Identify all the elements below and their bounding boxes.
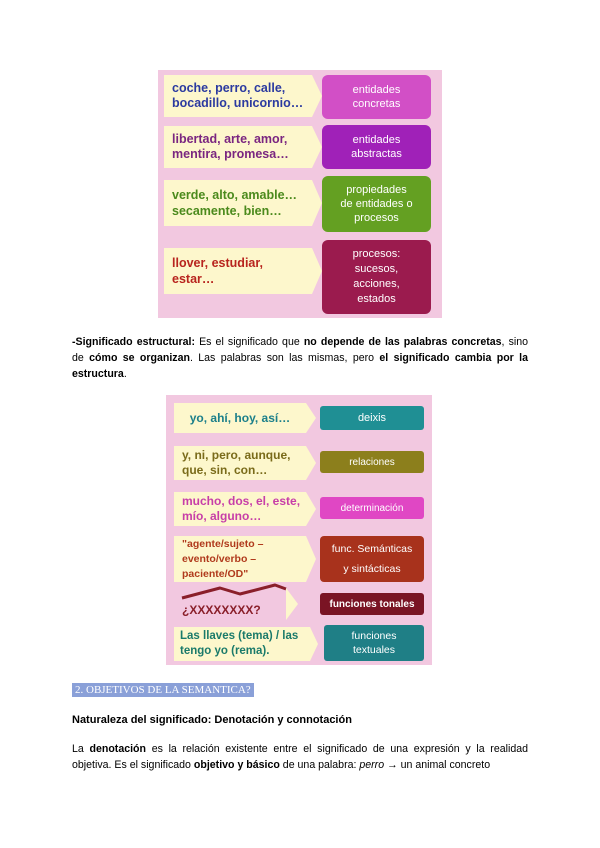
figure2-label-5: Las llaves (tema) / las tengo yo (rema).	[174, 627, 310, 661]
figure1-box-2: propiedades de entidades o procesos	[322, 176, 431, 232]
figure1-label-1: libertad, arte, amor, mentira, promesa…	[164, 126, 312, 168]
figure2-label-0: yo, ahí, hoy, así…	[174, 403, 306, 433]
figure1-box-1: entidades abstractas	[322, 125, 431, 169]
figure2-label-1: y, ni, pero, aunque, que, sin, con…	[174, 446, 306, 480]
figure2-arrow-5	[310, 627, 318, 661]
p2-italic: perro	[359, 759, 385, 771]
figure-semantic-categories	[158, 70, 442, 318]
figure2-box-0: deixis	[320, 406, 424, 430]
p1-term: -Significado estructural:	[72, 336, 195, 348]
figure1-label-0: coche, perro, calle, bocadillo, unicornio…	[164, 75, 312, 117]
figure2-label-4: ¿XXXXXXXX?	[182, 603, 261, 617]
figure2-arrow-1	[306, 446, 316, 480]
paragraph-significado-estructural	[72, 334, 528, 382]
p1-text-d: .	[123, 368, 127, 380]
p2-text-c: de una palabra:	[279, 759, 360, 771]
figure2-box-4: funciones tonales	[320, 593, 424, 615]
p2-text-a: La	[72, 743, 90, 755]
intonation-wave-icon	[180, 583, 290, 601]
paragraph-denotacion	[72, 741, 528, 773]
p1-text-c: . Las palabras son las mismas, pero	[189, 352, 380, 364]
p1-text-b: , sino de	[72, 336, 529, 364]
figure2-box-5: funciones textuales	[324, 625, 424, 661]
figure2-label-3: "agente/sujeto – evento/verbo – paciente/OD"	[174, 536, 306, 582]
figure-structural-meaning	[166, 395, 432, 665]
figure1-label-2: verde, alto, amable… secamente, bien…	[164, 180, 312, 226]
p2-text-d: → un animal concreto	[384, 759, 491, 771]
figure2-arrow-0	[306, 403, 316, 433]
p1-bold-b: cómo se organizan	[89, 352, 190, 364]
p2-text-b: es la relación existente entre el significado de una expresión y la realidad objetiva. Es el significado	[72, 743, 528, 771]
section-heading: 2. OBJETIVOS DE LA SEMANTICA?	[72, 683, 254, 697]
figure1-box-3: procesos: sucesos, acciones, estados	[322, 240, 431, 314]
figure1-label-3: llover, estudiar, estar…	[164, 248, 312, 294]
figure2-label-2: mucho, dos, el, este, mío, alguno…	[174, 492, 306, 526]
p2-bold-b: objetivo y básico	[193, 759, 280, 771]
figure1-arrow-3	[312, 248, 322, 294]
figure1-arrow-2	[312, 180, 322, 226]
figure2-arrow-2	[306, 492, 316, 526]
figure1-arrow-0	[312, 75, 322, 117]
p1-text-a: Es el significado que	[195, 336, 304, 348]
figure2-box-2: determinación	[320, 497, 424, 519]
figure2-arrow-3	[306, 536, 316, 582]
p2-bold-a: denotación	[89, 743, 146, 755]
subheading: Naturaleza del significado: Denotación y connotación	[72, 714, 352, 726]
figure2-box-3: func. Semánticas y sintácticas	[320, 536, 424, 582]
p1-bold-a: no depende de las palabras concretas	[303, 336, 502, 348]
figure1-arrow-1	[312, 126, 322, 168]
p1-bold-c: el significado cambia por la estructura	[72, 352, 528, 380]
figure1-box-0: entidades concretas	[322, 75, 431, 119]
figure2-arrow-4	[286, 588, 298, 620]
figure2-box-1: relaciones	[320, 451, 424, 473]
